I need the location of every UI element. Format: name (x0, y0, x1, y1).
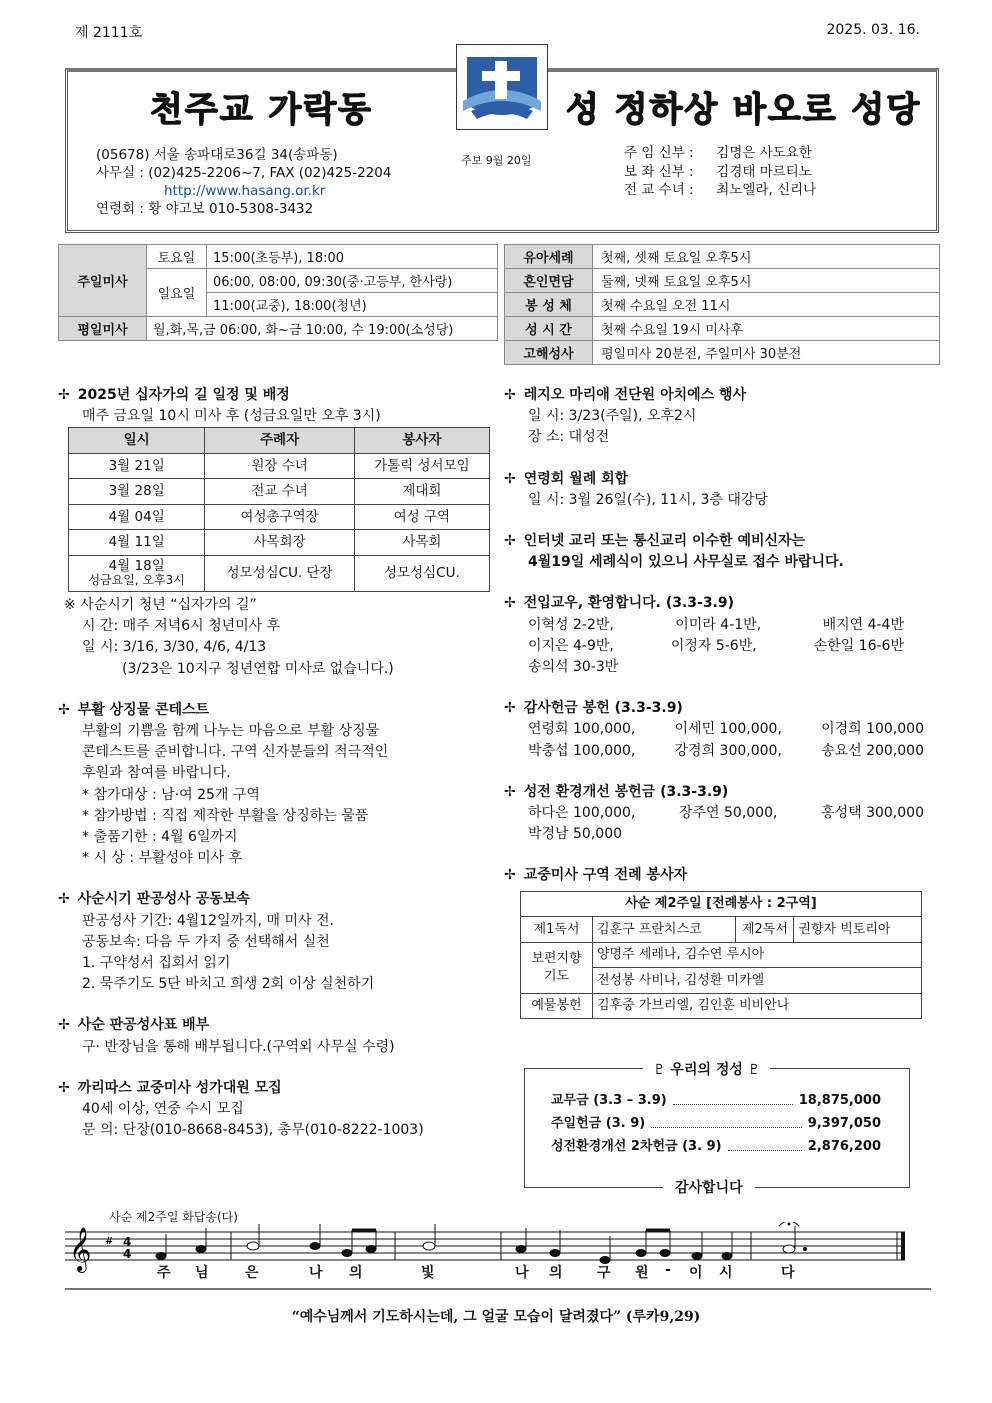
label-line: 기도 (543, 968, 570, 984)
svg-text:𝄞: 𝄞 (69, 1227, 92, 1271)
clergy-row (624, 144, 816, 163)
lyric-syllable: 의 (549, 1265, 563, 1281)
contest-title: ✢ 부활 상징물 콘테스트 (58, 700, 494, 721)
cell: 여성총구역장 (205, 504, 354, 530)
right-column (504, 385, 934, 1019)
cell: 제1독서 (521, 917, 593, 943)
renovation-title: ✢ 성전 환경개선 봉헌금 (3.3-3.9) (504, 782, 934, 803)
youth-dates: 일 시: 3/16, 3/30, 4/6, 4/13 (82, 639, 267, 656)
thanks-title: ✢ 감사헌금 봉헌 (3.3-3.9) (504, 698, 934, 719)
saturday-times: 15:00(초등부), 18:00 (207, 245, 498, 269)
label-line: 보편지향 (531, 950, 582, 966)
cell: 3월 28일 (69, 479, 205, 505)
table-row (69, 504, 490, 530)
donation-entry: 하다은 100,000, (528, 805, 636, 822)
welcome-title: ✢ 전입교우, 환영합니다. (3.3-3.9) (504, 593, 934, 614)
svg-text:#: # (105, 1236, 114, 1247)
contest-item: * 참가방법 : 직접 제작한 부활을 상징하는 물품 (82, 807, 369, 824)
weekday-times: 월,화,목,금 06:00, 화~금 10:00, 수 19:00(소성당) (147, 317, 498, 341)
donation-entry: 장주연 50,000, (678, 805, 778, 822)
name-entry: 이미라 4-1반, (675, 616, 762, 633)
name-entry: 배지연 4-4반 (822, 616, 904, 633)
lyric-syllable: 구 (597, 1265, 611, 1281)
cell: 김훈구 프란치스코 (593, 917, 736, 943)
catechumen-line: 4월19일 세례식이 있으니 사무실로 접수 바랍니다. (528, 554, 844, 571)
name-entry: 이혁성 2-2반, (528, 616, 614, 633)
cell: 전교 수녀 (205, 479, 354, 505)
choir-line: 문 의: 단장(010-8668-8453), 총무(010-8222-1003) (82, 1122, 424, 1139)
clergy-role: 전 교 수녀 : (624, 182, 694, 198)
legio-title: ✢ 레지오 마리애 전단원 아치에스 행사 (504, 385, 934, 406)
lyric-syllable: 나 (309, 1265, 323, 1281)
service-label: 혼인면담 (505, 269, 593, 293)
penance-line: 판공성사 기간: 4월12일까지, 매 미사 전. (82, 912, 334, 929)
donation-entry: 홍성택 300,000 (821, 805, 924, 822)
donation-entry: 이세민 100,000, (674, 721, 782, 738)
offering-footer: 감사합니다 (663, 1177, 755, 1197)
offering-label: 성전환경개선 2차헌금 (3. 9) (551, 1139, 722, 1154)
ticket-title: ✢ 사순 판공성사표 배부 (58, 1015, 494, 1036)
cell (521, 942, 593, 993)
contest-item: * 출품기한 : 4월 6일까지 (82, 828, 238, 845)
liturgy-table (520, 891, 922, 1020)
address-block (96, 146, 391, 218)
weekday-mass-label: 평일미사 (59, 317, 147, 341)
contest-body: 부활의 기쁨을 함께 나누는 마음으로 부활 상징물 (82, 722, 380, 739)
table-row (69, 453, 490, 479)
cell (69, 555, 205, 591)
offering-box (524, 1062, 910, 1196)
lyric-syllable: 나 (515, 1265, 529, 1281)
left-column (58, 385, 494, 1141)
donation-entry: 이경희 100,000 (821, 721, 924, 738)
services-table (504, 244, 940, 365)
cell: 여성 구역 (354, 504, 489, 530)
choir-line: 40세 이상, 연중 수시 모집 (82, 1100, 244, 1117)
clergy-name: 김명은 사도요한 (716, 145, 812, 161)
gospel-quote: “예수님께서 기도하시는데, 그 얼굴 모습이 달려졌다” (루카9,29) (291, 1309, 701, 1325)
lyric-syllable: 빛 (421, 1265, 435, 1281)
sunday-mass-label: 주일미사 (59, 245, 147, 317)
table-row (69, 479, 490, 505)
penance-line: 2. 묵주기도 5단 바치고 희생 2회 이상 실천하기 (82, 976, 375, 993)
offering-row (551, 1089, 881, 1112)
sunday-label: 일요일 (147, 269, 207, 317)
cell: 성모성심CU. 단장 (205, 555, 354, 591)
service-value: 첫째 수요일 오전 11시 (593, 293, 940, 317)
clergy-name: 최노엘라, 신리나 (716, 182, 817, 198)
clergy-row (624, 163, 816, 182)
cell: 제2독서 (736, 917, 794, 943)
lyric-syllable: 님 (195, 1265, 209, 1281)
lyric-syllable: 의 (349, 1265, 363, 1281)
offering-title: ♇ 우리의 정성 ♇ (643, 1059, 770, 1079)
legio-line: 장 소: 대성전 (528, 429, 610, 446)
psalm-lyrics (65, 1262, 911, 1282)
parish-name-left: 천주교 가락동 (150, 90, 373, 130)
lyric-syllable: 시 (719, 1265, 733, 1281)
issue-number: 제 2111호 (75, 25, 143, 41)
youth-time: 시 간: 매주 저녁6시 청년미사 후 (82, 618, 281, 635)
cell: 권향자 빅토리아 (794, 917, 922, 943)
saturday-label: 토요일 (147, 245, 207, 269)
cell: 가톨릭 성서모임 (354, 453, 489, 479)
lyric-syllable: 원 (635, 1265, 649, 1281)
service-label: 고해성사 (505, 341, 593, 365)
parish-name-right: 성 정하상 바오로 성당 (566, 90, 922, 130)
thanks-row (504, 719, 934, 740)
issue-date: 2025. 03. 16. (826, 22, 920, 38)
renovation-row: 박경남 50,000 (528, 826, 623, 843)
sunday-times-2: 11:00(교중), 18:00(청년) (207, 293, 498, 317)
col-header: 봉사자 (354, 428, 489, 454)
offering-list (551, 1089, 881, 1158)
welcome-row (504, 636, 934, 657)
cell: 제대회 (354, 479, 489, 505)
lyric-syllable: - (665, 1262, 671, 1278)
welcome-row (504, 615, 934, 636)
catechumen-line: ✢ 인터넷 교리 또는 통신교리 이수한 예비신자는 (504, 531, 934, 552)
clergy-row (624, 181, 816, 200)
cell: 3월 21일 (69, 453, 205, 479)
cell: 김후중 가브리엘, 김인훈 비비안나 (593, 993, 922, 1019)
lyric-syllable: 은 (245, 1265, 259, 1281)
memorial-contact: 연령회 : 황 야고보 010-5308-3432 (96, 201, 314, 217)
legio-line: 일 시: 3/23(주일), 오후2시 (528, 408, 697, 425)
lyric-syllable: 이 (689, 1265, 703, 1281)
service-value: 둘째, 넷째 토요일 오후5시 (593, 269, 940, 293)
offering-label: 교무금 (3.3 – 3.9) (551, 1093, 667, 1108)
youth-note: (3/23은 10지구 청년연합 미사로 없습니다.) (122, 660, 394, 677)
service-value: 평일미사 20분전, 주일미사 30분전 (593, 341, 940, 365)
lyric-syllable: 주 (157, 1265, 171, 1281)
svg-text:4: 4 (123, 1247, 132, 1261)
cell: 원장 수녀 (205, 453, 354, 479)
psalm-music (65, 1208, 911, 1286)
office-phone: 사무실 : (02)425-2206~7, FAX (02)425-2204 (96, 165, 392, 181)
svg-text:4: 4 (123, 1235, 132, 1249)
col-header: 주례자 (205, 428, 354, 454)
name-entry: 손한일 16-6반 (813, 637, 904, 654)
penance-line: 공동보속: 다음 두 가지 중 선택해서 실천 (82, 933, 330, 950)
cell: 양명주 세레나, 김수연 루시아 (593, 942, 922, 968)
week-label: 주보 9월 20일 (461, 154, 532, 167)
table-row (69, 555, 490, 591)
clergy-name: 김경태 마르티노 (716, 163, 812, 180)
cell: 4월 11일 (69, 530, 205, 556)
service-label: 유아세례 (505, 245, 593, 269)
offering-row (551, 1135, 881, 1158)
cross-title: ✢ 2025년 십자가의 길 일정 및 배정 (58, 385, 494, 406)
choir-title: ✢ 까리따스 교중미사 성가대원 모집 (58, 1078, 494, 1099)
service-label: 성 시 간 (505, 317, 593, 341)
penance-line: 1. 구약성서 집회서 읽기 (82, 954, 231, 971)
memorial-line: 일 시: 3월 26일(수), 11시, 3층 대강당 (528, 491, 768, 508)
liturgy-title: ✢ 교중미사 구역 전례 봉사자 (504, 865, 934, 886)
col-header: 일시 (69, 428, 205, 454)
renovation-row (504, 803, 934, 824)
postal-address: (05678) 서울 송파대로36길 34(송파동) (96, 147, 338, 163)
cell: 전성봉 사비나, 김성환 미카엘 (593, 968, 922, 994)
clergy-role: 주 임 신부 : (624, 145, 694, 161)
offering-amount: 9,397,050 (807, 1116, 881, 1131)
offering-row (551, 1112, 881, 1135)
donation-entry: 연령회 100,000, (528, 721, 636, 738)
psalm-title: 사순 제2주일 화답송(다) (109, 1210, 238, 1224)
name-entry: 이지은 4-9반, (528, 637, 614, 654)
date-line: 4월 18일 (108, 558, 165, 575)
clergy-role: 보 좌 신부 : (624, 163, 694, 180)
website-link[interactable]: http://www.hasang.or.kr (164, 183, 326, 199)
welcome-row: 송의석 30-3반 (528, 659, 619, 676)
contest-body: 후원과 참여를 바랍니다. (82, 765, 231, 782)
penance-title: ✢ 사순시기 판공성사 공동보속 (58, 889, 494, 910)
cross-table (68, 427, 490, 592)
parish-logo (456, 44, 548, 130)
donation-entry: 송요선 200,000 (821, 742, 924, 759)
youth-title: ※ 사순시기 청년 “십자가의 길” (64, 596, 257, 613)
service-value: 첫째, 셋째 토요일 오후5시 (593, 245, 940, 269)
donation-entry: 박충섭 100,000, (528, 742, 636, 759)
sunday-times-1: 06:00, 08:00, 09:30(중·고등부, 한사랑) (207, 269, 498, 293)
lyric-syllable: 다 (781, 1265, 795, 1281)
divider (65, 1288, 931, 1290)
cross-subtitle: 매주 금요일 10시 미사 후 (성금요일만 오후 3시) (82, 408, 381, 425)
thanks-row (504, 741, 934, 762)
offering-amount: 2,876,200 (807, 1139, 881, 1154)
date-note: 성금요일, 오후3시 (88, 573, 185, 588)
service-label: 봉 성 체 (505, 293, 593, 317)
donation-entry: 강경희 300,000, (674, 742, 782, 759)
memorial-title: ✢ 연령회 월례 회합 (504, 469, 934, 490)
cell: 사목회장 (205, 530, 354, 556)
clergy-list (624, 144, 816, 200)
cell: 예물봉헌 (521, 993, 593, 1019)
contest-item: * 참가대상 : 남·여 25개 구역 (82, 786, 260, 803)
cell: 성모성심CU. (354, 555, 489, 591)
cell: 4월 04일 (69, 504, 205, 530)
table-row (69, 530, 490, 556)
ticket-line: 구· 반장님을 통해 배부됩니다.(구역외 사무실 수령) (82, 1038, 395, 1055)
cell: 사목회 (354, 530, 489, 556)
contest-item: * 시 상 : 부활성야 미사 후 (82, 850, 243, 867)
name-entry: 이정자 5-6반, (670, 637, 757, 654)
offering-amount: 18,875,000 (798, 1093, 881, 1108)
contest-body: 콘테스트를 준비합니다. 구역 신자분들의 적극적인 (82, 744, 389, 761)
mass-schedule-table (58, 244, 498, 341)
service-value: 첫째 수요일 19시 미사후 (593, 317, 940, 341)
offering-label: 주일헌금 (3. 9) (551, 1116, 646, 1131)
liturgy-header: 사순 제2주일 [전례봉사 : 2구역] (521, 891, 922, 917)
